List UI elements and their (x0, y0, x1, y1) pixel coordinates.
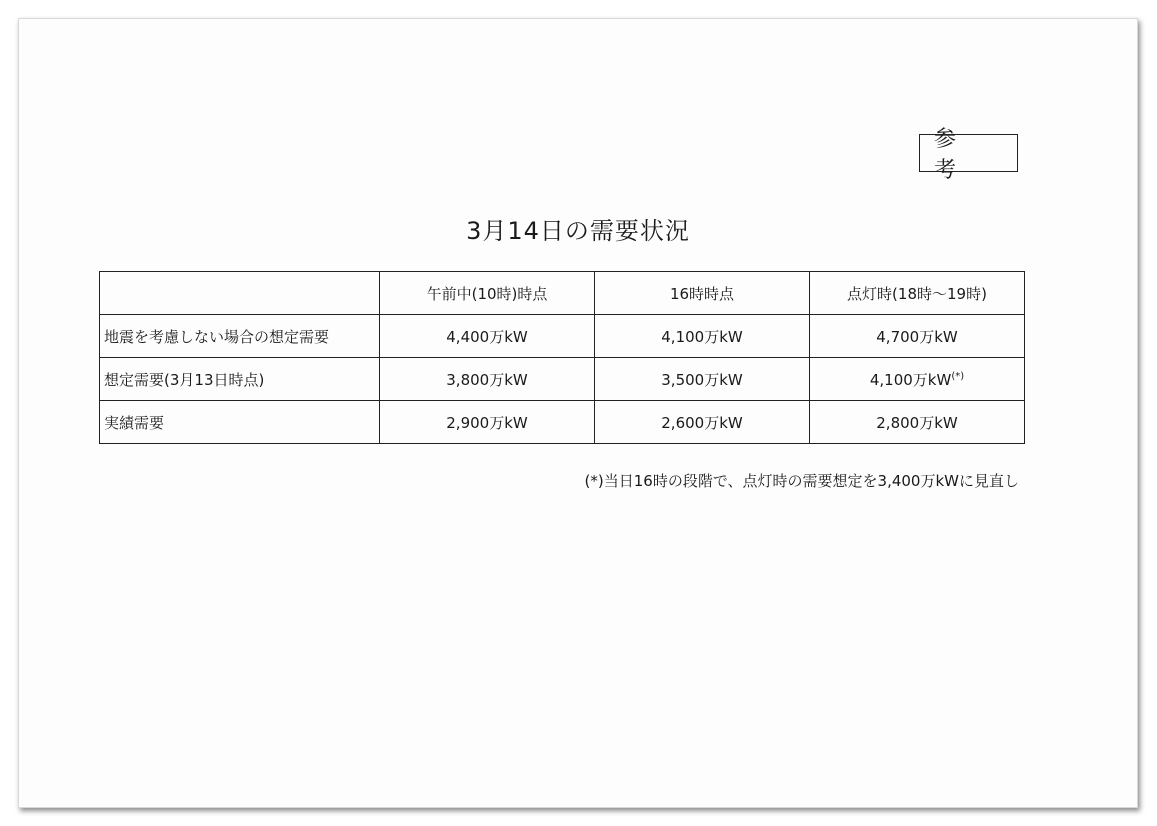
row-label: 想定需要(3月13日時点) (100, 358, 380, 401)
table-header-cell: 16時時点 (595, 272, 810, 315)
document-page (18, 18, 1138, 808)
table-header-cell: 点灯時(18時〜19時) (810, 272, 1025, 315)
table-cell: 2,600万kW (595, 401, 810, 444)
table-cell (810, 358, 1025, 401)
row-label: 地震を考慮しない場合の想定需要 (100, 315, 380, 358)
table-cell: 3,800万kW (380, 358, 595, 401)
cell-value: 4,100万kW (869, 370, 952, 389)
table-row (100, 315, 1025, 358)
table-cell: 4,400万kW (380, 315, 595, 358)
table-row (100, 358, 1025, 401)
footnote-marker: (*) (951, 370, 965, 382)
table-header-row (100, 272, 1025, 315)
table-cell: 2,800万kW (810, 401, 1025, 444)
table-header-cell (100, 272, 380, 315)
document-title: 3月14日の需要状況 (466, 217, 690, 245)
table-header-cell: 午前中(10時)時点 (380, 272, 595, 315)
table-cell: 4,700万kW (810, 315, 1025, 358)
table-cell: 4,100万kW (595, 315, 810, 358)
demand-table (99, 271, 1025, 444)
reference-badge: 参 考 (919, 134, 1018, 172)
table-cell: 3,500万kW (595, 358, 810, 401)
table-row (100, 401, 1025, 444)
table-cell: 2,900万kW (380, 401, 595, 444)
footnote: (*)当日16時の段階で、点灯時の需要想定を3,400万kWに見直し (584, 472, 1019, 490)
row-label: 実績需要 (100, 401, 380, 444)
